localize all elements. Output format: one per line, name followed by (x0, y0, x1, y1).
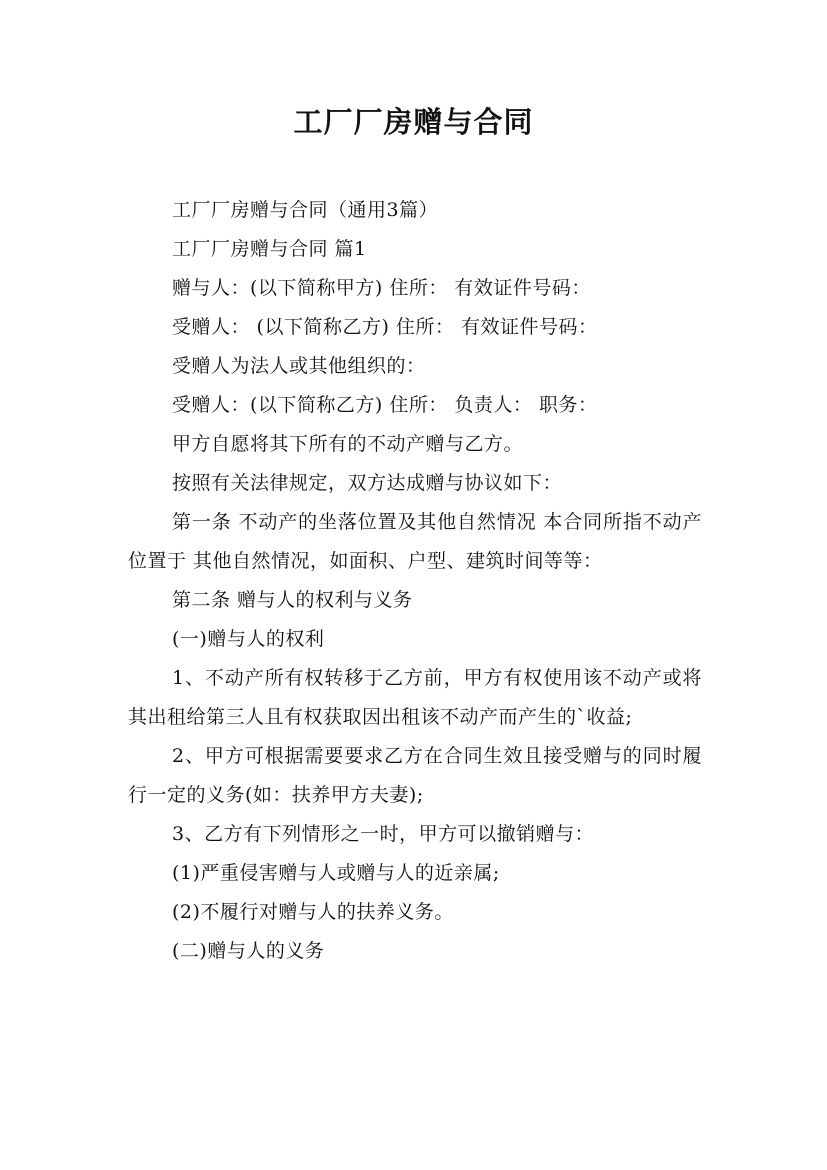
paragraph: 按照有关法律规定，双方达成赠与协议如下： (172, 472, 563, 494)
paragraph: (一)赠与人的权利 (172, 628, 325, 650)
paragraph: 工厂厂房赠与合同（通用3篇） (172, 199, 439, 221)
document-body (128, 191, 702, 971)
paragraph: 受赠人：(以下简称乙方) 住所： 负责人： 职务： (172, 394, 598, 416)
paragraph: 受赠人： (以下简称乙方) 住所： 有效证件号码： (172, 316, 598, 338)
paragraph: (1)严重侵害赠与人或赠与人的近亲属; (172, 862, 500, 884)
paragraph: 第一条 不动产的坐落位置及其他自然情况 本合同所指不动产位置于 其他自然情况，如面积、户型、建筑时间等等： (128, 511, 702, 572)
paragraph: 工厂厂房赠与合同 篇1 (172, 238, 367, 260)
paragraph: (2)不履行对赠与人的扶养义务。 (172, 901, 454, 923)
paragraph: 1、不动产所有权转移于乙方前，甲方有权使用该不动产或将其出租给第三人且有权获取因出租该不动产而产生的`收益; (128, 667, 702, 728)
paragraph: (二)赠与人的义务 (172, 940, 325, 962)
paragraph: 3、乙方有下列情形之一时，甲方可以撤销赠与： (172, 823, 595, 845)
paragraph: 受赠人为法人或其他组织的： (172, 355, 426, 377)
paragraph: 赠与人：(以下简称甲方) 住所： 有效证件号码： (172, 277, 591, 299)
document-title: 工厂厂房赠与合同 (293, 105, 534, 139)
paragraph: 2、甲方可根据需要要求乙方在合同生效且接受赠与的同时履行一定的义务(如：扶养甲方夫妻); (128, 745, 702, 806)
paragraph: 甲方自愿将其下所有的不动产赠与乙方。 (172, 433, 524, 455)
paragraph: 第二条 赠与人的权利与义务 (172, 589, 413, 611)
